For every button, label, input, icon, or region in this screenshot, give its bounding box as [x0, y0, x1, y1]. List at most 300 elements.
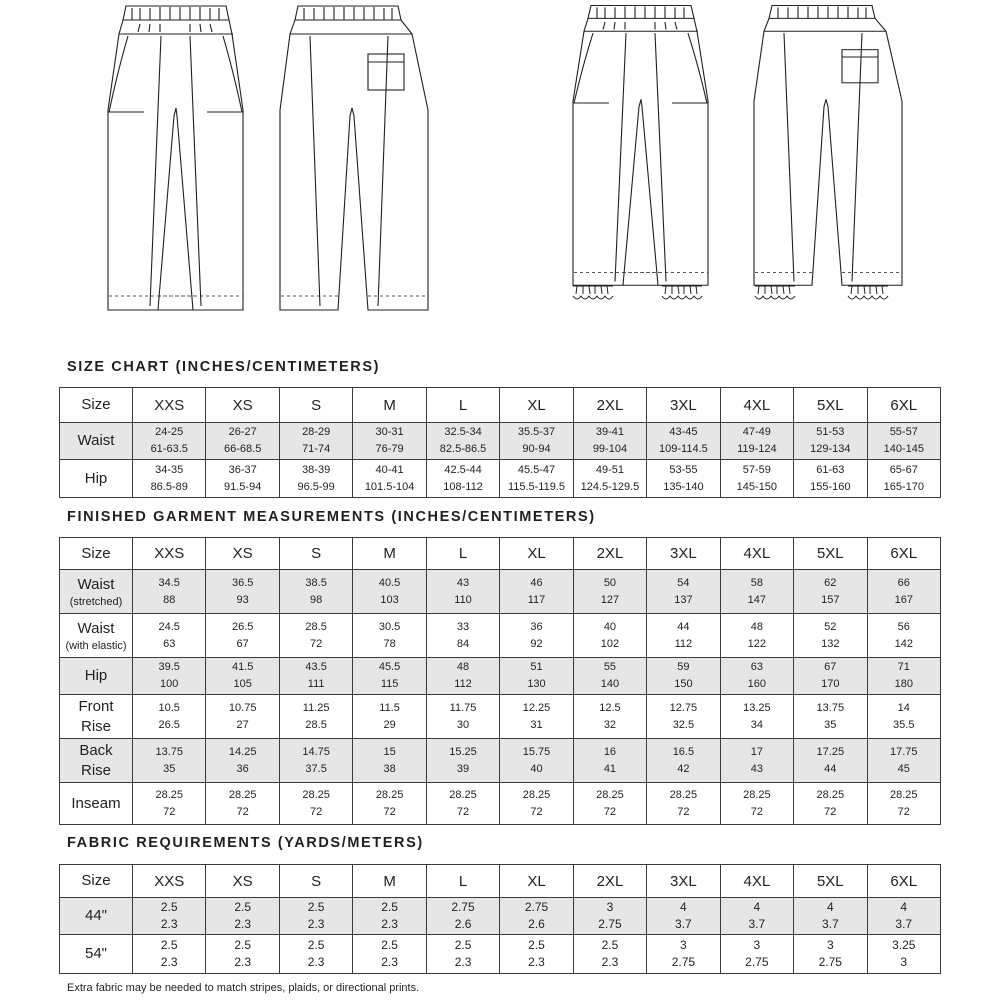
imperial-value: 2.5 [234, 938, 252, 952]
metric-value: 157 [821, 593, 840, 606]
imperial-value: 28.25 [302, 788, 330, 801]
imperial-value: 28.5 [305, 620, 327, 633]
value-cell [647, 658, 720, 695]
metric-value: 2.3 [454, 955, 472, 969]
metric-value: 35 [824, 718, 837, 731]
finished-measurements-table [59, 537, 941, 825]
table-row [60, 898, 941, 935]
value-cell [426, 658, 499, 695]
value-cell [133, 695, 206, 739]
metric-value: 2.3 [601, 955, 619, 969]
garment-sketches [0, 0, 1000, 330]
metric-value: 140 [600, 678, 620, 690]
metric-value: 98 [310, 593, 323, 606]
value-cell [647, 423, 720, 460]
value-cell [133, 658, 206, 695]
imperial-value: 50 [603, 576, 617, 589]
table-row [60, 423, 941, 460]
size-column-header: S [279, 388, 352, 423]
size-column-header: L [426, 865, 499, 898]
metric-value: 35.5 [893, 718, 915, 731]
imperial-value: 28.25 [449, 788, 477, 801]
imperial-value: 4 [826, 900, 834, 914]
value-cell [500, 460, 573, 498]
metric-value: 32.5 [672, 718, 695, 731]
imperial-value: 67 [824, 661, 837, 673]
row-label-text: Hip [84, 469, 108, 487]
value-cell [867, 614, 940, 658]
metric-value: 37.5 [305, 762, 327, 775]
metric-value: 71-74 [302, 443, 331, 455]
value-cell [353, 783, 426, 825]
imperial-value: 52 [824, 620, 837, 633]
value-cell [573, 783, 646, 825]
imperial-value: 4 [753, 900, 761, 914]
metric-value: 111 [307, 678, 325, 690]
value-cell [353, 695, 426, 739]
value-cell [794, 658, 867, 695]
imperial-value: 38-39 [302, 463, 331, 476]
imperial-value: 28-29 [302, 426, 331, 438]
imperial-value: 48 [456, 661, 470, 673]
metric-value: 112 [454, 678, 472, 690]
size-header-label: Size [60, 388, 133, 423]
value-cell [206, 783, 279, 825]
imperial-value: 62 [824, 576, 837, 589]
metric-value: 109-114.5 [659, 443, 708, 455]
metric-value: 35 [163, 762, 176, 775]
value-cell [573, 423, 646, 460]
metric-value: 105 [233, 678, 252, 690]
metric-value: 27 [236, 718, 249, 731]
table-row [60, 570, 941, 614]
metric-value: 3 [900, 955, 908, 969]
value-cell [794, 614, 867, 658]
metric-value: 28.5 [305, 718, 327, 731]
imperial-value: 40-41 [375, 463, 404, 476]
metric-value: 155-160 [810, 480, 851, 493]
metric-value: 142 [894, 637, 913, 650]
imperial-value: 51 [530, 661, 543, 673]
value-cell [867, 658, 940, 695]
value-cell [279, 460, 352, 498]
metric-value: 42 [677, 762, 690, 775]
size-column-header: XS [206, 538, 279, 570]
metric-value: 145-150 [736, 480, 778, 493]
size-column-header: XL [500, 388, 573, 423]
value-cell [426, 695, 499, 739]
imperial-value: 28.25 [816, 788, 845, 801]
value-cell [279, 898, 352, 935]
value-cell [206, 658, 279, 695]
imperial-value: 34.5 [158, 576, 180, 589]
metric-value: 2.75 [671, 955, 696, 969]
metric-value: 3.7 [748, 917, 766, 931]
row-label-text: Inseam [71, 794, 121, 812]
value-cell [867, 739, 940, 783]
value-cell [133, 935, 206, 974]
metric-value: 2.3 [234, 917, 252, 931]
imperial-value: 47-49 [742, 426, 771, 438]
metric-value: 2.3 [160, 917, 178, 931]
metric-value: 160 [747, 678, 767, 690]
value-cell [720, 658, 793, 695]
row-label-text: Hip [84, 667, 108, 684]
value-cell [647, 935, 720, 974]
value-cell [720, 570, 793, 614]
imperial-value: 4 [900, 900, 908, 914]
imperial-value: 17.25 [816, 745, 845, 758]
value-cell [206, 739, 279, 783]
value-cell [206, 423, 279, 460]
value-cell [794, 783, 867, 825]
imperial-value: 59 [677, 661, 690, 673]
value-cell [573, 658, 646, 695]
value-cell [133, 570, 206, 614]
imperial-value: 12.75 [669, 701, 698, 714]
row-label [60, 935, 133, 974]
imperial-value: 2.75 [451, 900, 475, 914]
metric-value: 96.5-99 [297, 480, 335, 493]
value-cell [500, 783, 573, 825]
imperial-value: 46 [530, 576, 543, 589]
row-label-text: Waist [77, 575, 115, 593]
imperial-value: 66 [897, 576, 910, 589]
metric-value: 2.6 [454, 917, 472, 931]
imperial-value: 53-55 [669, 463, 698, 476]
imperial-value: 30.5 [378, 620, 401, 633]
imperial-value: 15 [383, 745, 396, 758]
size-chart-table [59, 387, 941, 498]
value-cell [867, 935, 940, 974]
size-column-header: XS [206, 865, 279, 898]
metric-value: 132 [821, 637, 840, 650]
ruffle-hem-front-sketch [573, 6, 708, 299]
imperial-value: 32.5-34 [444, 426, 482, 438]
metric-value: 44 [824, 762, 837, 775]
metric-value: 150 [674, 678, 693, 690]
imperial-value: 28.25 [596, 788, 624, 801]
size-column-header: M [353, 388, 426, 423]
size-column-header: 4XL [720, 538, 793, 570]
table-row [60, 783, 941, 825]
value-cell [573, 935, 646, 974]
imperial-value: 15.75 [522, 745, 551, 758]
value-cell [867, 783, 940, 825]
metric-value: 66-68.5 [224, 443, 262, 455]
imperial-value: 3.25 [892, 938, 916, 952]
metric-value: 102 [600, 637, 620, 650]
metric-value: 88 [163, 593, 176, 606]
value-cell [500, 898, 573, 935]
imperial-value: 40.5 [378, 576, 401, 589]
imperial-value: 28.25 [743, 788, 771, 801]
row-label [60, 570, 133, 614]
metric-value: 43 [750, 762, 763, 775]
metric-value: 165-170 [883, 480, 924, 493]
metric-value: 140-145 [883, 443, 924, 455]
value-cell [279, 658, 352, 695]
metric-value: 2.3 [307, 917, 325, 931]
metric-value: 2.75 [598, 917, 622, 931]
imperial-value: 42.5-44 [444, 463, 482, 476]
value-cell [647, 614, 720, 658]
imperial-value: 48 [750, 620, 763, 633]
metric-value: 72 [750, 805, 763, 818]
value-cell [867, 460, 940, 498]
ruffle-hem-back-sketch [754, 6, 902, 299]
value-cell [720, 460, 793, 498]
imperial-value: 14.75 [302, 745, 330, 758]
row-label [60, 739, 133, 783]
metric-value: 129-134 [810, 443, 851, 455]
metric-value: 67 [236, 637, 249, 650]
size-column-header: XS [206, 388, 279, 423]
imperial-value: 2.5 [160, 900, 178, 914]
size-column-header: 5XL [794, 538, 867, 570]
metric-value: 122 [747, 637, 767, 650]
size-column-header: XXS [133, 538, 206, 570]
size-column-header: XXS [133, 388, 206, 423]
imperial-value: 11.25 [302, 701, 330, 714]
metric-value: 167 [894, 593, 913, 606]
row-label-text: Waist [77, 432, 115, 449]
size-column-header: S [279, 865, 352, 898]
imperial-value: 33 [456, 620, 470, 633]
value-cell [426, 460, 499, 498]
size-chart-title: SIZE CHART (INCHES/CENTIMETERS) [67, 359, 381, 375]
size-column-header: XXS [133, 865, 206, 898]
value-cell [500, 739, 573, 783]
value-cell [426, 614, 499, 658]
value-cell [133, 898, 206, 935]
value-cell [500, 935, 573, 974]
value-cell [206, 695, 279, 739]
imperial-value: 28.25 [890, 788, 918, 801]
imperial-value: 2.5 [160, 938, 178, 952]
size-header-label: Size [60, 538, 133, 570]
value-cell [794, 739, 867, 783]
size-column-header: 3XL [647, 865, 720, 898]
value-cell [867, 423, 940, 460]
metric-value: 72 [163, 805, 176, 818]
metric-value: 72 [310, 637, 323, 650]
value-cell [279, 695, 352, 739]
value-cell [720, 783, 793, 825]
value-cell [794, 935, 867, 974]
imperial-value: 16 [603, 745, 617, 758]
imperial-value: 14 [897, 701, 910, 714]
value-cell [500, 695, 573, 739]
metric-value: 72 [677, 805, 690, 818]
metric-value: 38 [383, 762, 396, 775]
value-cell [206, 614, 279, 658]
value-cell [720, 739, 793, 783]
value-cell [500, 570, 573, 614]
metric-value: 137 [674, 593, 693, 606]
value-cell [500, 423, 573, 460]
size-column-header: 6XL [867, 538, 940, 570]
row-label [60, 695, 133, 739]
metric-value: 61-63.5 [150, 443, 188, 455]
metric-value: 115 [380, 678, 399, 690]
row-label [60, 658, 133, 695]
row-label-text: 54" [84, 945, 107, 962]
metric-value: 31 [530, 718, 543, 731]
table-row [60, 614, 941, 658]
row-label [60, 898, 133, 935]
size-column-header: 2XL [573, 538, 646, 570]
row-label [60, 423, 133, 460]
metric-value: 2.3 [160, 955, 178, 969]
imperial-value: 30-31 [375, 426, 404, 438]
imperial-value: 26-27 [228, 426, 257, 438]
metric-value: 3.7 [821, 917, 839, 931]
imperial-value: 2.5 [381, 938, 398, 952]
value-cell [279, 739, 352, 783]
metric-value: 2.3 [381, 955, 398, 969]
imperial-value: 12.5 [599, 701, 621, 714]
value-cell [647, 783, 720, 825]
value-cell [867, 898, 940, 935]
value-cell [794, 898, 867, 935]
metric-value: 86.5-89 [150, 480, 188, 493]
metric-value: 119-124 [737, 443, 777, 455]
size-column-header: 5XL [794, 388, 867, 423]
metric-value: 124.5-129.5 [580, 480, 640, 493]
metric-value: 63 [163, 637, 176, 650]
size-column-header: 2XL [573, 865, 646, 898]
table-row [60, 658, 941, 695]
row-label [60, 614, 133, 658]
imperial-value: 12.25 [522, 701, 551, 714]
metric-value: 115.5-119.5 [507, 480, 566, 493]
imperial-value: 2.5 [234, 900, 252, 914]
metric-value: 45 [897, 762, 910, 775]
metric-value: 3.7 [675, 917, 692, 931]
metric-value: 72 [383, 805, 396, 818]
imperial-value: 11.5 [379, 701, 400, 714]
metric-value: 92 [530, 637, 543, 650]
metric-value: 29 [383, 718, 396, 731]
metric-value: 84 [456, 637, 470, 650]
imperial-value: 4 [680, 900, 687, 914]
imperial-value: 28.25 [155, 788, 183, 801]
metric-value: 82.5-86.5 [439, 443, 487, 455]
size-column-header: 6XL [867, 388, 940, 423]
imperial-value: 2.75 [524, 900, 549, 914]
value-cell [353, 614, 426, 658]
size-column-header: XL [500, 538, 573, 570]
metric-value: 2.6 [528, 917, 545, 931]
value-cell [867, 570, 940, 614]
value-cell [353, 739, 426, 783]
value-cell [206, 570, 279, 614]
value-cell [206, 935, 279, 974]
size-column-header: 4XL [720, 865, 793, 898]
imperial-value: 3 [606, 900, 614, 914]
metric-value: 41 [603, 762, 617, 775]
metric-value: 180 [894, 678, 913, 690]
metric-value: 127 [600, 593, 620, 606]
metric-value: 2.75 [745, 955, 769, 969]
value-cell [867, 695, 940, 739]
straight-leg-back-sketch [280, 6, 428, 310]
imperial-value: 3 [753, 938, 761, 952]
imperial-value: 65-67 [889, 463, 918, 476]
row-label [60, 460, 133, 498]
table-row [60, 739, 941, 783]
metric-value: 147 [747, 593, 767, 606]
metric-value: 100 [160, 678, 179, 690]
value-cell [133, 614, 206, 658]
imperial-value: 41.5 [231, 661, 254, 673]
metric-value: 2.3 [381, 917, 398, 931]
row-label [60, 783, 133, 825]
size-header-row [60, 388, 941, 423]
value-cell [573, 898, 646, 935]
value-cell [720, 898, 793, 935]
imperial-value: 28.25 [375, 788, 404, 801]
size-header-row [60, 538, 941, 570]
imperial-value: 15.25 [449, 745, 477, 758]
imperial-value: 2.5 [528, 938, 545, 952]
metric-value: 2.3 [528, 955, 545, 969]
table-row [60, 695, 941, 739]
imperial-value: 44 [677, 620, 690, 633]
size-column-header: M [353, 865, 426, 898]
imperial-value: 36 [530, 620, 543, 633]
value-cell [133, 423, 206, 460]
imperial-value: 10.5 [158, 701, 180, 714]
imperial-value: 10.75 [228, 701, 257, 714]
value-cell [573, 739, 646, 783]
row-label-text: Back Rise [79, 741, 113, 779]
imperial-value: 2.5 [454, 938, 472, 952]
value-cell [647, 739, 720, 783]
value-cell [794, 695, 867, 739]
straight-leg-front-sketch [108, 6, 243, 310]
imperial-value: 61-63 [816, 463, 845, 476]
value-cell [647, 898, 720, 935]
imperial-value: 38.5 [305, 576, 327, 589]
metric-value: 93 [236, 593, 249, 606]
metric-value: 170 [821, 678, 840, 690]
value-cell [720, 935, 793, 974]
imperial-value: 3 [680, 938, 687, 952]
imperial-value: 49-51 [595, 463, 625, 476]
row-sublabel: (with elastic) [65, 639, 127, 652]
imperial-value: 28.25 [669, 788, 698, 801]
value-cell [647, 695, 720, 739]
size-header-label: Size [60, 865, 133, 898]
imperial-value: 71 [897, 661, 910, 673]
metric-value: 72 [603, 805, 617, 818]
size-column-header: 3XL [647, 538, 720, 570]
imperial-value: 40 [603, 620, 617, 633]
imperial-value: 2.5 [381, 900, 398, 914]
imperial-value: 58 [750, 576, 763, 589]
imperial-value: 36-37 [228, 463, 257, 476]
size-column-header: 6XL [867, 865, 940, 898]
imperial-value: 28.25 [522, 788, 551, 801]
imperial-value: 17 [750, 745, 763, 758]
value-cell [279, 423, 352, 460]
value-cell [573, 614, 646, 658]
metric-value: 108-112 [443, 480, 483, 493]
metric-value: 2.75 [818, 955, 842, 969]
metric-value: 76-79 [375, 443, 404, 455]
